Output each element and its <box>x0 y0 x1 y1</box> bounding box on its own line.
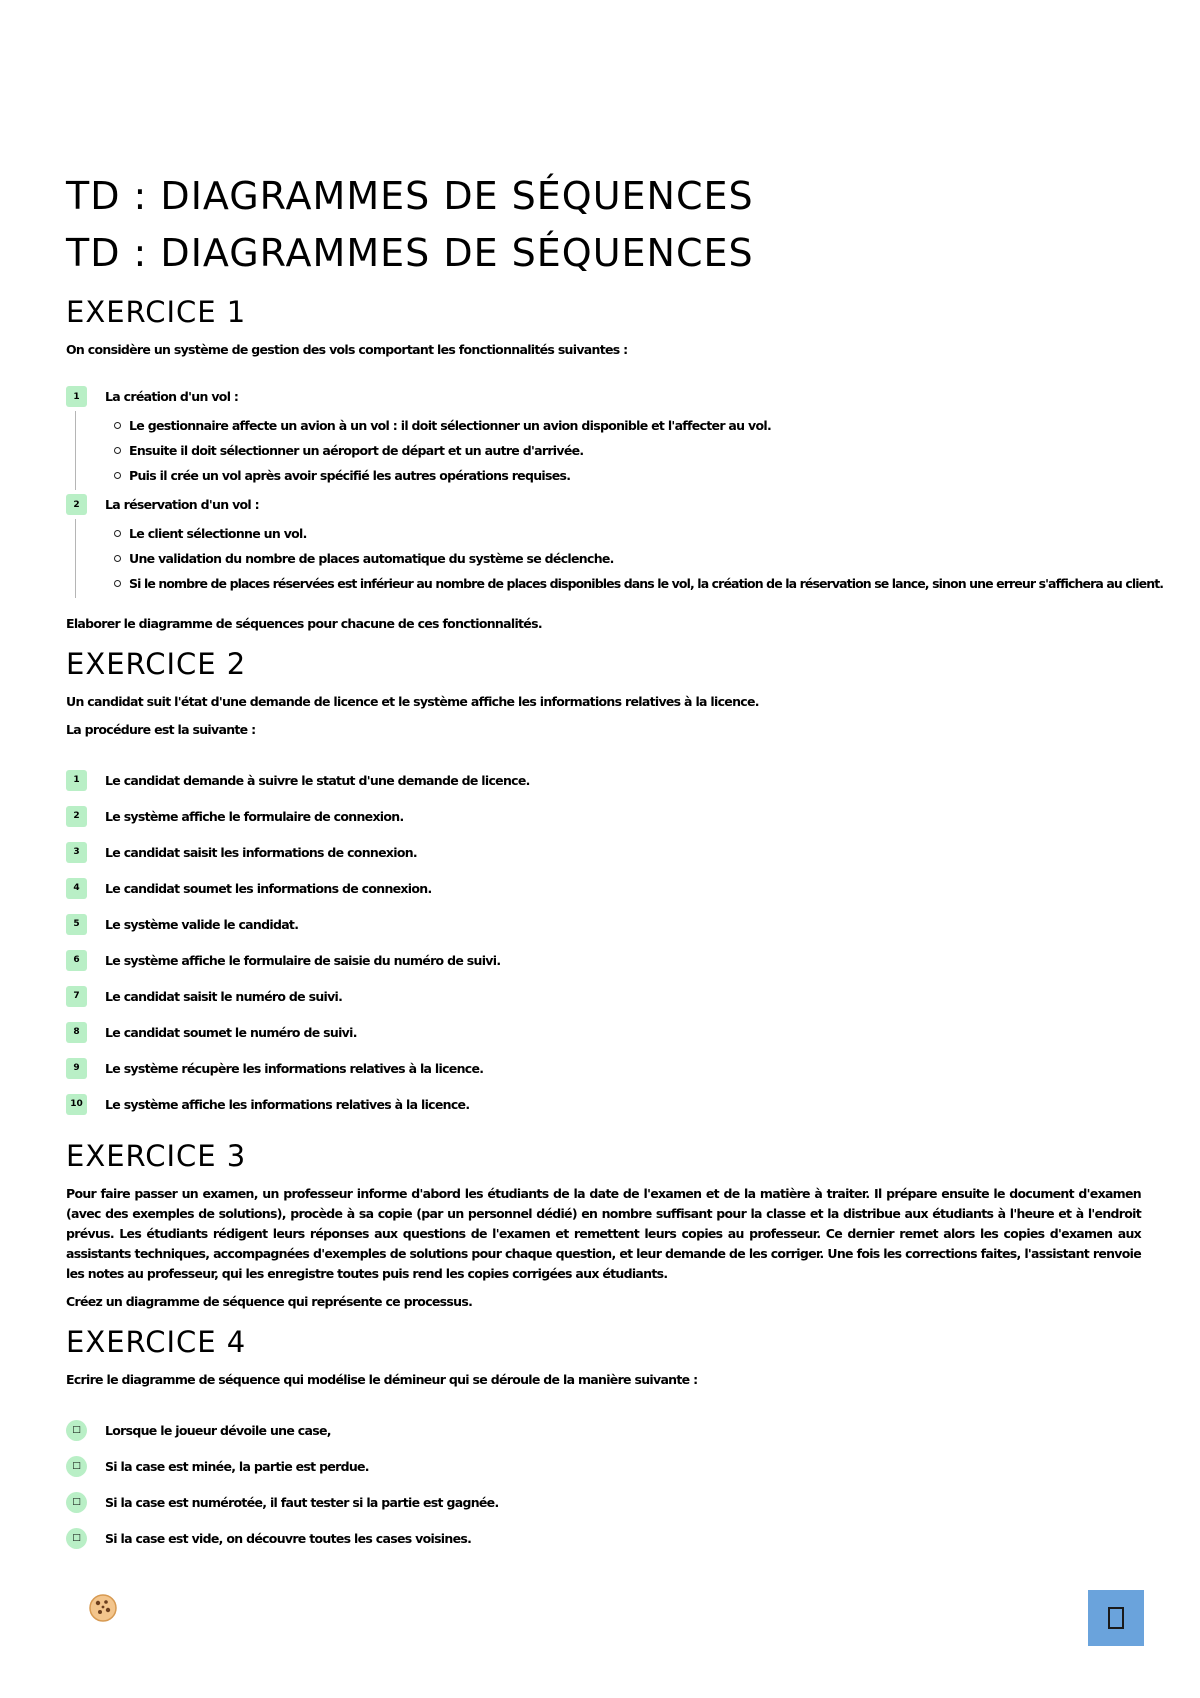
list-item-text: Le candidat saisit les informations de connexion. <box>105 844 417 860</box>
sub-list-item <box>76 521 1141 546</box>
sub-list <box>75 411 1141 490</box>
sub-list-item <box>76 571 1164 596</box>
exercise-2-intro: Un candidat suit l'état d'une demande de licence et le système affiche les informations relatives à la licence. <box>66 694 759 709</box>
exercise-3-heading: EXERCICE 3 <box>66 1139 247 1173</box>
sub-list-item-text: Une validation du nombre de places automatique du système se déclenche. <box>129 551 614 566</box>
list-item-text: Si la case est vide, on découvre toutes les cases voisines. <box>105 1530 472 1546</box>
circle-bullet-icon <box>114 530 121 537</box>
list-item <box>66 1086 1141 1122</box>
circle-bullet-icon <box>114 422 121 429</box>
sub-list-item-text: Ensuite il doit sélectionner un aéroport de départ et un autre d'arrivée. <box>129 443 584 458</box>
list-item <box>66 1412 1141 1448</box>
exercise-2-heading: EXERCICE 2 <box>66 647 247 681</box>
circle-bullet-icon <box>114 472 121 479</box>
list-item <box>66 762 1141 798</box>
list-item-text: Le système affiche les informations relatives à la licence. <box>105 1096 470 1112</box>
list-item-text: Si la case est numérotée, il faut tester si la partie est gagnée. <box>105 1494 499 1510</box>
exercise-4-intro: Ecrire le diagramme de séquence qui modélise le démineur qui se déroule de la manière suivante : <box>66 1372 698 1387</box>
list-item-text: Le système valide le candidat. <box>105 916 299 932</box>
list-item-text: Le candidat soumet les informations de connexion. <box>105 880 432 896</box>
list-item <box>66 1014 1141 1050</box>
cookie-icon[interactable] <box>88 1593 118 1623</box>
exercise-2 <box>66 644 1141 1122</box>
list-number: 8 <box>66 1022 87 1043</box>
list-item <box>66 942 1141 978</box>
list-number: 2 <box>66 494 87 515</box>
document-icon <box>1108 1607 1124 1629</box>
list-number: 4 <box>66 878 87 899</box>
list-item <box>66 1448 1141 1484</box>
list-item <box>66 382 1141 411</box>
list-item-text: Le candidat saisit le numéro de suivi. <box>105 988 343 1004</box>
list-item-text: La création d'un vol : <box>105 389 239 404</box>
circle-bullet-icon <box>114 447 121 454</box>
exercise-3 <box>66 1136 1141 1312</box>
list-number: 10 <box>66 1094 87 1115</box>
circle-bullet-icon <box>114 580 121 587</box>
list-item <box>66 1050 1141 1086</box>
list-item <box>66 870 1141 906</box>
list-item <box>66 978 1141 1014</box>
exercise-2-steps <box>66 762 1141 1122</box>
list-item <box>66 906 1141 942</box>
list-number: 5 <box>66 914 87 935</box>
sub-list-item <box>76 546 1141 571</box>
list-item-text: Le système affiche le formulaire de connexion. <box>105 808 404 824</box>
list-number: 3 <box>66 842 87 863</box>
sub-list-item <box>76 438 1141 463</box>
list-item <box>66 798 1141 834</box>
list-number: 6 <box>66 950 87 971</box>
document-page <box>66 168 1164 1556</box>
list-number: □ <box>66 1420 87 1441</box>
list-item-text: La réservation d'un vol : <box>105 497 259 512</box>
list-number: 1 <box>66 770 87 791</box>
exercise-4-list <box>66 1412 1141 1556</box>
exercise-1-list <box>66 382 1164 598</box>
exercise-1 <box>66 292 1164 634</box>
list-item-text: Le candidat soumet le numéro de suivi. <box>105 1024 357 1040</box>
exercise-3-closing: Créez un diagramme de séquence qui représente ce processus. <box>66 1294 473 1309</box>
list-item-text: Le système récupère les informations relatives à la licence. <box>105 1060 484 1076</box>
exercise-1-heading: EXERCICE 1 <box>66 295 247 329</box>
list-number: □ <box>66 1456 87 1477</box>
list-item-text: Si la case est minée, la partie est perdue. <box>105 1458 369 1474</box>
page-title: TD : DIAGRAMMES DE SÉQUENCES <box>66 174 754 218</box>
exercise-3-body: Pour faire passer un examen, un professeur informe d'abord les étudiants de la date de l'examen et de la matière à traiter. Il prépare ensuite le document d'examen (avec des exemples de solutions), procède à sa copie (par un personnel dédié) en nombre suffisant pour la classe et la distribue aux étudiants à l'heure et à l'endroit prévus. Les étudiants rédigent leurs réponses aux questions de l'examen et remettent leurs copies au professeur. Ce dernier remet alors les copies d'examen aux assistants techniques, accompagnées d'exemples de solutions pour chaque question, et leur demande de les corriger. Une fois les corrections faites, l'assistant renvoie les notes au professeur, qui les enregistre toutes puis rend les copies corrigées aux étudiants. <box>66 1186 1141 1281</box>
exercise-4-heading: EXERCICE 4 <box>66 1325 247 1359</box>
sub-list-item <box>76 413 1141 438</box>
sub-list-item-text: Le client sélectionne un vol. <box>129 526 307 541</box>
list-item-text: Lorsque le joueur dévoile une case, <box>105 1422 331 1438</box>
list-item-text: Le candidat demande à suivre le statut d'une demande de licence. <box>105 772 530 788</box>
list-item <box>66 490 1141 519</box>
exercise-1-intro: On considère un système de gestion des vols comportant les fonctionnalités suivantes : <box>66 342 628 357</box>
list-item <box>66 834 1141 870</box>
list-number: 9 <box>66 1058 87 1079</box>
sub-list <box>75 519 1164 598</box>
sub-list-item-text: Le gestionnaire affecte un avion à un vol : il doit sélectionner un avion disponible et l'affecter au vol. <box>129 418 771 433</box>
exercise-2-intro-2: La procédure est la suivante : <box>66 722 256 737</box>
list-number: □ <box>66 1492 87 1513</box>
list-item-text: Le système affiche le formulaire de saisie du numéro de suivi. <box>105 952 501 968</box>
list-item <box>66 1520 1141 1556</box>
list-number: 1 <box>66 386 87 407</box>
list-number: 7 <box>66 986 87 1007</box>
exercise-1-closing: Elaborer le diagramme de séquences pour chacune de ces fonctionnalités. <box>66 616 542 631</box>
circle-bullet-icon <box>114 555 121 562</box>
list-item <box>66 1484 1141 1520</box>
sub-list-item-text: Si le nombre de places réservées est inférieur au nombre de places disponibles dans le vol, la création de la réservation se lance, sinon une erreur s'affichera au client. <box>129 576 1164 591</box>
sub-list-item-text: Puis il crée un vol après avoir spécifié les autres opérations requises. <box>129 468 571 483</box>
document-button[interactable] <box>1088 1590 1144 1646</box>
exercise-4 <box>66 1322 1141 1556</box>
list-number: □ <box>66 1528 87 1549</box>
list-number: 2 <box>66 806 87 827</box>
page-title-repeat: TD : DIAGRAMMES DE SÉQUENCES <box>66 231 754 275</box>
sub-list-item <box>76 463 1141 488</box>
